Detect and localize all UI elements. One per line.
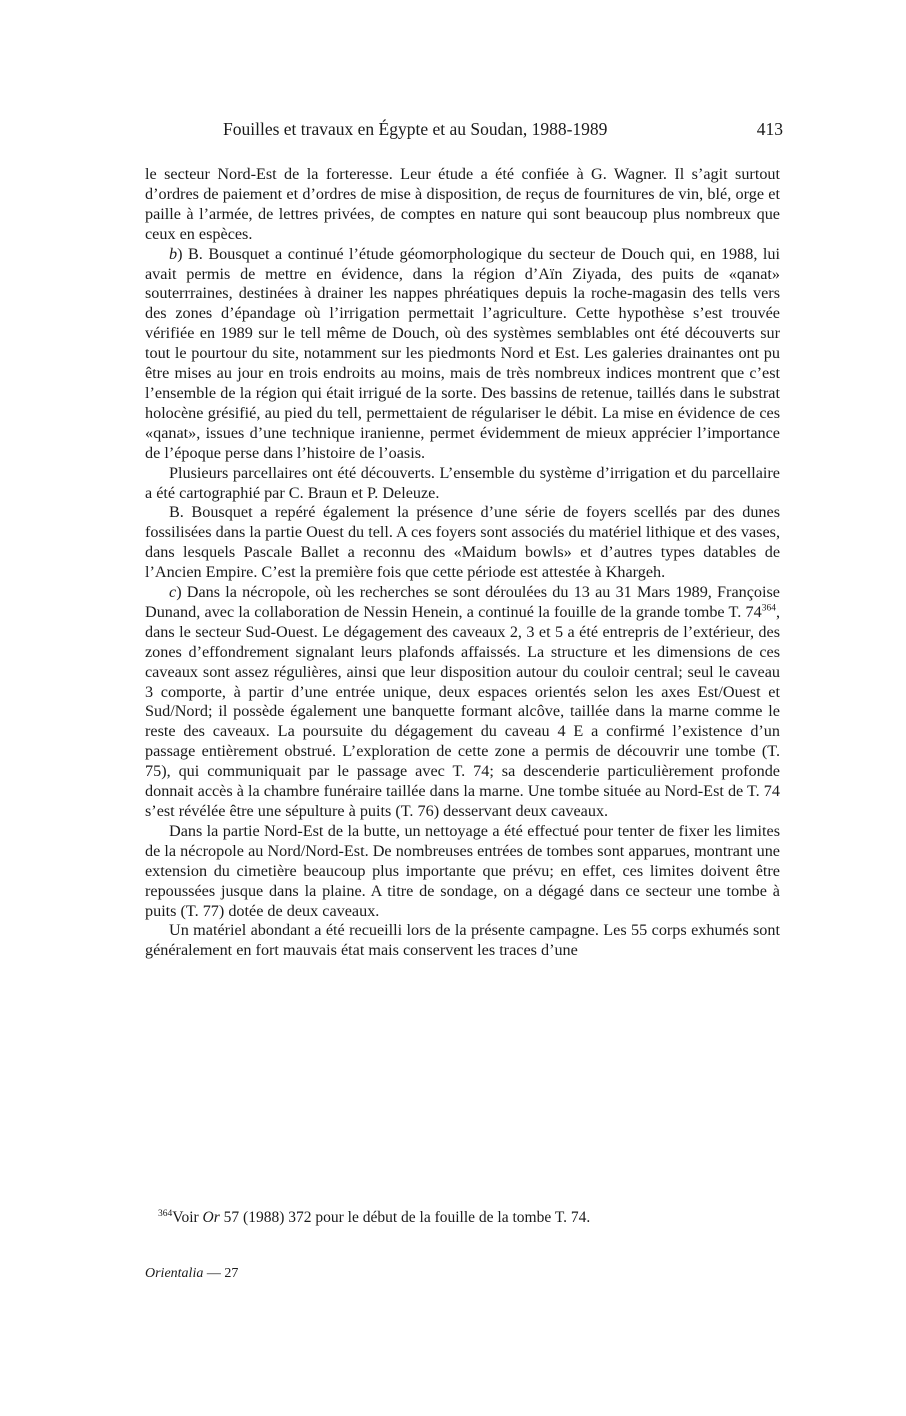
paragraph-nord-est: Dans la partie Nord-Est de la butte, un nettoyage a été effectué pour tenter de fixer les limites de la nécropole au Nord/Nord-Est. De nombreuses entrées de tombes sont apparues, montrant une extension du cimetière beaucoup plus importante que prévu; en effet, ces limites doivent être repoussées jusque dans la plaine. A titre de sondage, on a dégagé dans ce secteur une tombe à puits (T. 77) dotée de deux caveaux. — [145, 821, 780, 920]
running-head — [223, 118, 783, 140]
footnote-text-before: Voir — [172, 1209, 203, 1226]
paragraph-c-necropole: c) Dans la nécropole, où les recherches se sont déroulées du 13 au 31 Mars 1989, Françoise Dunand, avec la collaboration de Nessin Henein, a continué la fouille de la grande tombe T. $74^{364}$, dans le secteur Sud-Ouest. Le dégagement des caveaux 2, 3 et 5 a été entrepris de l’extérieur, des zones d’effondrement signalant leurs plafonds affaissés. La structure et les dimensions de ces caveaux sont assez régulières, ainsi que leur disposition autour du couloir central; seul le caveau 3 comporte, à partir d’une entrée unique, deux espaces orientés selon les axes Est/Ouest et Sud/Nord; il possède également une banquette formant alcôve, taillée dans la marne comme le reste des caveaux. La poursuite du dégagement du caveau 4 E a confirmé l’existence d’un passage entièrement obstrué. L’exploration de cette zone a permis de découvrir une tombe (T. 75), qui communiquait par le passage avec T. 74; sa descenderie particulièrement profonde donnait accès à la chambre funéraire taillée dans la marne. Une tombe située au Nord-Est de T. 74 s’est révélée être une sépulture à puits (T. 76) desservant deux caveaux. — [145, 583, 780, 820]
paragraph-materiel: Un matériel abondant a été recueilli lors de la présente campagne. Les 55 corps exhumés sont généralement en fort mauvais état mais conservent les traces d’une — [145, 921, 780, 960]
signature-separator: — — [203, 1266, 225, 1281]
paragraph-foyers: B. Bousquet a repéré également la présence d’une série de foyers scellés par des dunes fossilisées dans la partie Ouest du tell. A ces foyers sont associés du matériel lithique et des vases, dans lesquels Pascale Ballet a reconnu des «Maidum bowls» et d’autres types datables de l’Ancien Empire. C’est la première fois que cette période est attestée à Khargeh. — [145, 503, 780, 582]
printer-signature — [145, 1265, 238, 1283]
signature-journal: Orientalia — [145, 1266, 204, 1281]
paragraph-parcellaires: Plusieurs parcellaires ont été découverts. L’ensemble du système d’irrigation et du parcellaire a été cartographié par C. Braun et P. Deleuze. — [145, 463, 780, 502]
footnote-text-after: 57 (1988) 372 pour le début de la fouille de la tombe T. 74. — [219, 1209, 591, 1226]
footnote-364 — [158, 1208, 778, 1228]
signature-sheet: 27 — [224, 1266, 239, 1281]
paragraph-b-geomorphology: b) B. Bousquet a continué l’étude géomorphologique du secteur de Douch qui, en 1988, lui avait permis de mettre en évidence, dans la région d’Aïn Ziyada, des puits de «qanat» souterrraines, destinées à drainer les nappes phréatiques depuis la roche-magasin des tells vers des zones d’épandage où l’irrigation permettait l’agriculture. Cette hypothèse s’est trouvée vérifiée en 1989 sur le tell même de Douch, où des systèmes semblables ont été découverts sur tout le pourtour du site, notamment sur les piedmonts Nord et Est. Les galeries drainantes ont pu être mises au jour en trois endroits au moins, mais de très nombreux indices montrent que c’est l’ensemble de la région qui était irrigué de la sorte. Des bassins de retenue, taillés dans le substrat holocène grésifié, au pied du tell, permettaient de régulariser le débit. La mise en évidence de ces «qanat», issues d’une technique iranienne, permet évidemment de mieux apprécier l’importance de l’époque perse dans l’histoire de l’oasis. — [145, 244, 780, 462]
running-title: Fouilles et travaux en Égypte et au Soudan, 1988-1989 — [223, 119, 608, 139]
footnote-number: 364 — [158, 1208, 173, 1219]
page-number: 413 — [756, 119, 783, 139]
footnote-journal: Or — [202, 1209, 220, 1226]
body-text — [145, 165, 780, 961]
paragraph-1: le secteur Nord-Est de la forteresse. Leur étude a été confiée à G. Wagner. Il s’agit surtout d’ordres de paiement et d’ordres de mise à disposition, de reçus de fournitures de vin, blé, orge et paille à l’armée, de lettres privées, de comptes en nature qui sont beaucoup plus nombreux que ceux en espèces. — [145, 165, 780, 243]
